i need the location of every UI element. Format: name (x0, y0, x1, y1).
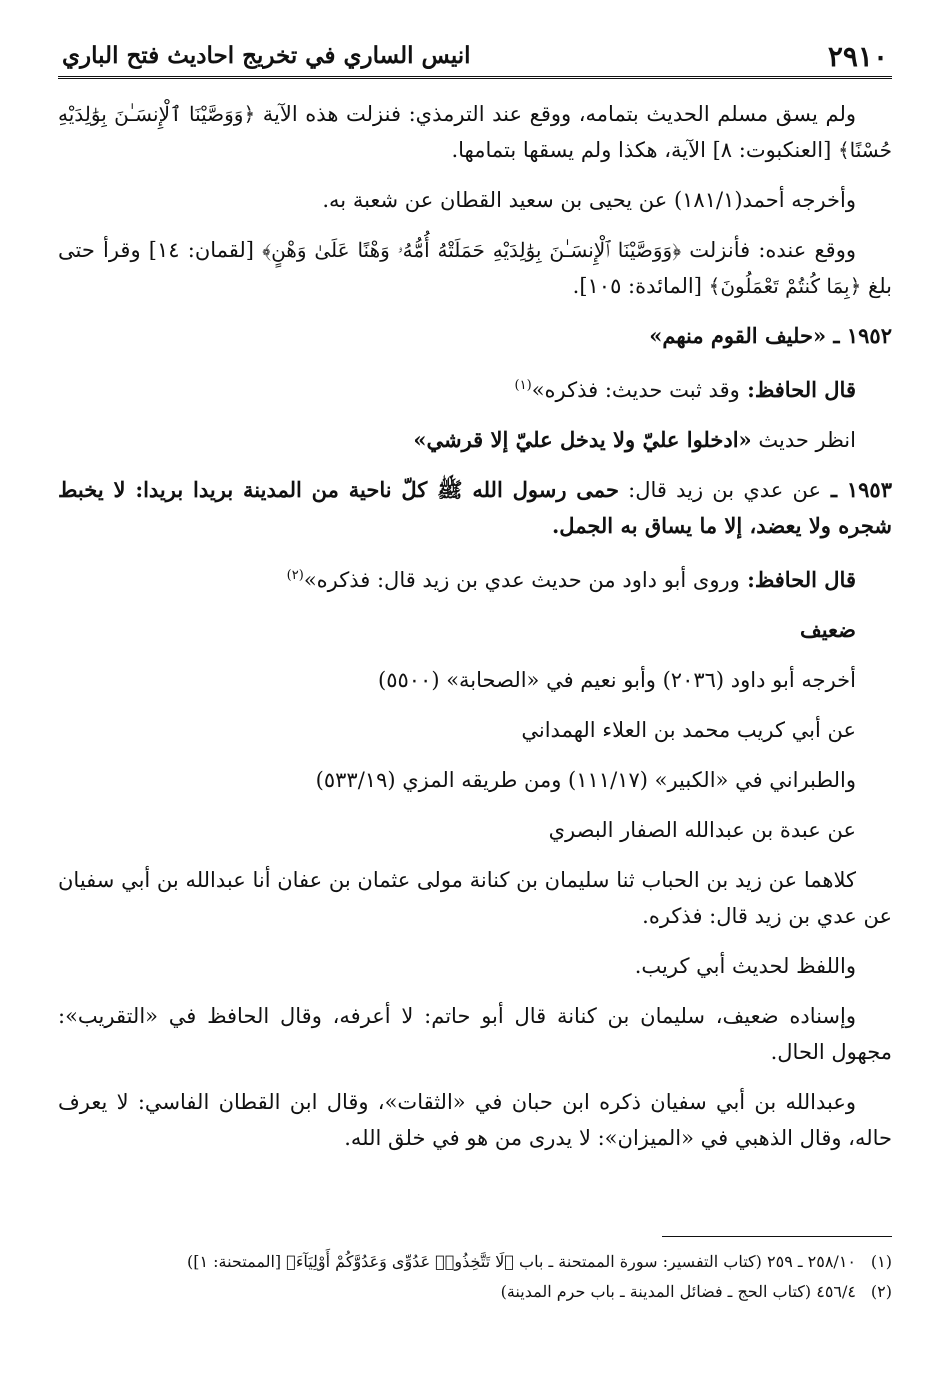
takhrij-line: وإسناده ضعيف، سليمان بن كنانة قال أبو حاتم: لا أعرفه، وقال الحافظ في «التقريب»: مجهول الحال. (58, 1004, 892, 1064)
hadith-1953-heading (58, 472, 892, 544)
takhrij-line: والطبراني في «الكبير» (١١١/١٧) ومن طريقه المزي (٥٣٣/١٩) (315, 768, 856, 792)
hadith-matn: حمى رسول الله ﷺ كلّ ناحية من المدينة بريدا بريدا: لا يخبط شجره ولا يعضد، إلا ما يساق به الجمل. (58, 477, 892, 538)
hafiz-text: وقد ثبت حديث: فذكره» (531, 378, 740, 402)
footnote-reference: (٢) (286, 568, 304, 583)
paragraph-text: ولم يسق مسلم الحديث بتمامه، ووقع عند الترمذي: فنزلت هذه الآية (255, 102, 856, 126)
hadith-number: ١٩٥٣ ـ (821, 477, 892, 502)
quran-verse: ﴿وَوَصَّيْنَا ٱلْإِنسَـٰنَ بِوَٰلِدَيْهِ حَمَلَتْهُ أُمُّهُۥ وَهْنًا عَلَىٰ وَهْنٍ﴾ (262, 238, 682, 262)
hadith-title: «حليف القوم منهم» (649, 323, 827, 348)
footnote-text: ٢٥٨/١٠ ـ ٢٥٩ (كتاب التفسير: سورة الممتحنة ـ باب ﴿لَا تَتَّخِذُوا۟ عَدُوِّى وَعَدُوَّكُمْ أَوْلِيَآءَ﴾ [الممتحنة: ١]) (186, 1252, 856, 1271)
grade-label: ضعيف (799, 617, 856, 642)
footnotes (58, 1236, 892, 1307)
footnote-number: (٢) (870, 1282, 892, 1301)
see-also-1952 (58, 422, 892, 458)
running-title: انيس الساري في تخريج احاديث فتح الباري (62, 42, 471, 69)
hafiz-label: قال الحافظ: (739, 567, 856, 592)
page-body (58, 96, 892, 1156)
see-text: انظر حديث (751, 428, 856, 452)
takhrij-line: وعبدالله بن أبي سفيان ذكره ابن حبان في «الثقات»، وقال ابن القطان الفاسي: لا يعرف حاله، وقال الذهبي في «الميزان»: لا يدرى من هو في خلق الله. (58, 1090, 892, 1150)
takhrij-line: أخرجه أبو داود (٢٠٣٦) وأبو نعيم في «الصحابة» (٥٥٠٠) (378, 668, 856, 692)
paragraph-text: [العنكبوت: ٨] الآية، هكذا ولم يسقها بتمامها. (451, 138, 838, 162)
paragraph-luqman (58, 232, 892, 304)
hadith-number: ١٩٥٢ ـ (826, 323, 892, 348)
page-header (58, 30, 892, 79)
hadith-1952-heading (58, 318, 892, 354)
hadith-intro: عن عدي بن زيد قال: (618, 478, 822, 502)
paragraph-text: [المائدة: ١٠٥]. (572, 274, 709, 298)
paragraph-ahmad: وأخرجه أحمد(١٨١/١) عن يحيى بن سعيد القطان عن شعبة به. (322, 188, 856, 212)
quran-verse: ﴿بِمَا كُنتُمْ تَعْمَلُونَ﴾ (708, 274, 862, 298)
hafiz-statement-1952 (58, 368, 892, 408)
paragraph-text: [لقمان: ١٤] وقرأ حتى بلغ (58, 238, 892, 298)
quran-verse: ﴿وَوَصَّيْنَا ٱلْإِنسَـٰنَ بِوَٰلِدَيْهِ حُسْنًا﴾ (58, 102, 892, 162)
footnote-reference: (١) (514, 378, 532, 393)
footnote-number: (١) (870, 1252, 892, 1271)
takhrij-line: واللفظ لحديث أبي كريب. (634, 954, 856, 978)
paragraph-text: ووقع عنده: فأنزلت (681, 238, 856, 262)
hafiz-label: قال الحافظ: (739, 377, 856, 402)
page-number: ٢٩١٠ (827, 40, 888, 73)
takhrij-line: عن عبدة بن عبدالله الصفار البصري (548, 818, 856, 842)
footnote (58, 1247, 892, 1277)
hafiz-text: وروى أبو داود من حديث عدي بن زيد قال: فذكره» (303, 568, 740, 592)
footnote (58, 1277, 892, 1307)
takhrij-line: كلاهما عن زيد بن الحباب ثنا سليمان بن كنانة مولى عثمان بن عفان أنا عبدالله بن أبي سفيان عن عدي بن زيد قال: فذكره. (58, 868, 892, 928)
footnote-divider (662, 1236, 892, 1237)
takhrij-line: عن أبي كريب محمد بن العلاء الهمداني (521, 718, 856, 742)
hafiz-statement-1953 (58, 558, 892, 598)
see-title: «ادخلوا عليّ ولا يدخل عليّ إلا قرشي» (413, 427, 752, 452)
paragraph-tirmidhi (58, 96, 892, 168)
footnote-text: ٤٥٦/٤ (كتاب الحج ـ فضائل المدينة ـ باب حرم المدينة) (500, 1282, 856, 1301)
